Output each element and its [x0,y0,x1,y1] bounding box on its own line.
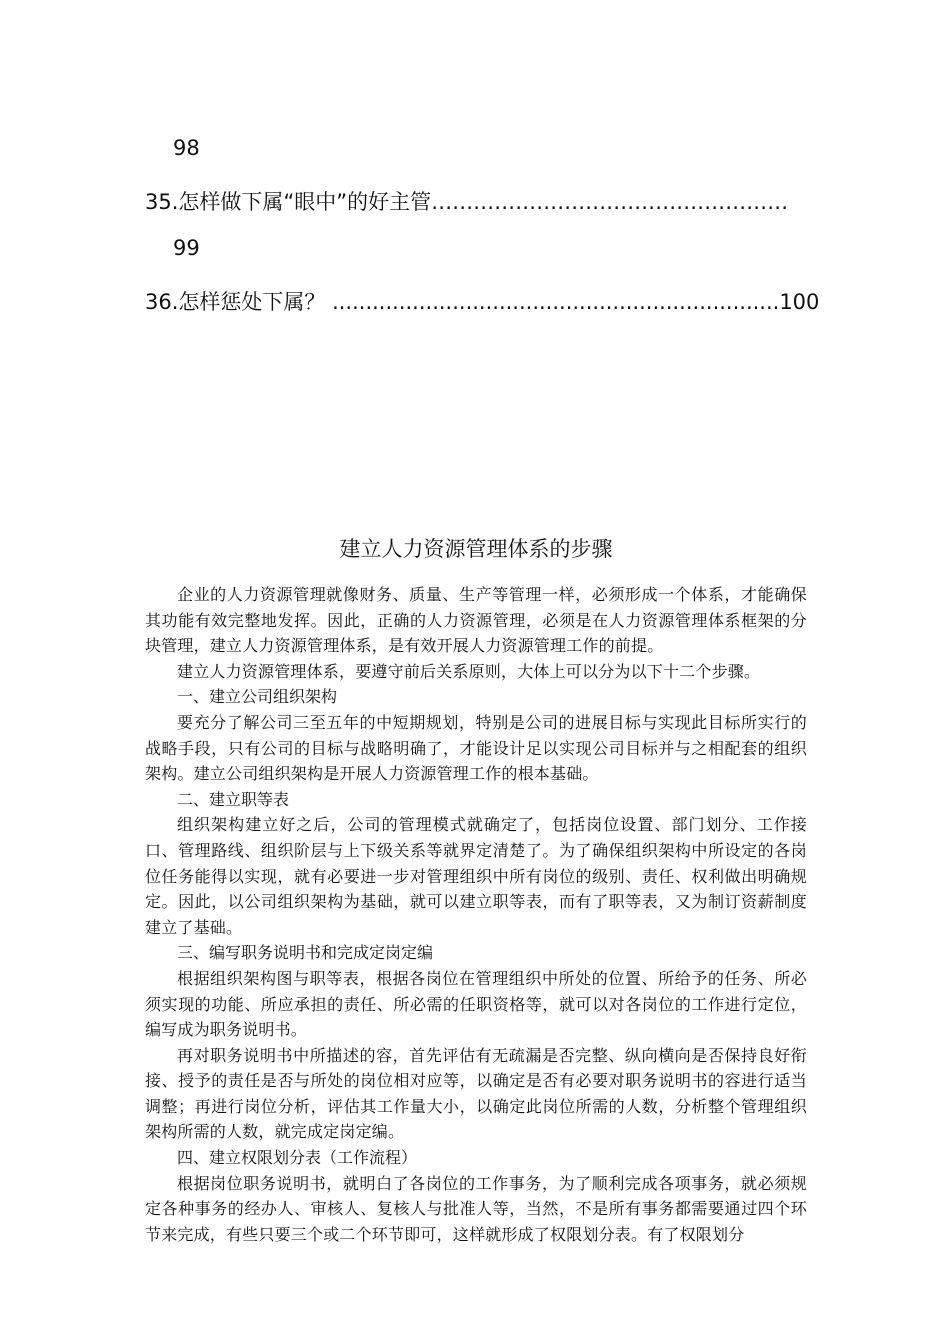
section-heading: 二、建立职等表 [177,789,290,809]
toc-page-number: 99 [173,236,200,260]
paragraph: 企业的人力资源管理就像财务、质量、生产等管理一样，必须形成一个体系，才能确保其功能有效完整地发挥。因此，正确的人力资源管理，必须是在人力资源管理体系框架的分块管理，建立人力资源管理体系，是有效开展人力资源管理工作的前提。 [145,585,807,656]
toc-page-number: 98 [173,136,200,160]
article-title: 建立人力资源管理体系的步骤 [339,537,613,561]
section-heading: 三、编写职务说明书和完成定岗定编 [177,943,434,963]
paragraph: 要充分了解公司三至五年的中短期规划，特别是公司的进展目标与实现此目标所实行的战略手段，只有公司的目标与战略明确了，才能设计足以实现公司目标并与之相配套的组织架构。建立公司组织架构是开展人力资源管理工作的根本基础。 [145,712,807,784]
paragraph: 组织架构建立好之后，公司的管理模式就确定了，包括岗位设置、部门划分、工作接口、管理路线、组织阶层与上下级关系等就界定清楚了。为了确保组织架构中所设定的各岗位任务能得以实现，就有必要进一步对管理组织中所有岗位的级别、责任、权利做出明确规定。因此，以公司组织架构为基础，就可以建立职等表，而有了职等表，又为制订资薪制度建立了基础。 [145,815,807,937]
paragraph: 建立人力资源管理体系，要遵守前后关系原则，大体上可以分为以下十二个步骤。 [177,661,761,681]
paragraph: 再对职务说明书中所描述的容，首先评估有无疏漏是否完整、纵向横向是否保持良好衔接、授予的责任是否与所处的岗位相对应等，以确定是否有必要对职务说明书的容进行适当调整；再进行岗位分析，评估其工作量大小，以确定此岗位所需的人数，分析整个管理组织架构所需的人数，就完成定岗定编。 [145,1045,807,1142]
paragraph: 根据组织架构图与职等表，根据各岗位在管理组织中所处的位置、所给予的任务、所必须实现的功能、所应承担的责任、所必需的任职资格等，就可以对各岗位的工作进行定位，编写成为职务说明书。 [145,968,807,1040]
section-heading: 一、建立公司组织架构 [177,687,338,707]
article [145,532,807,1247]
paragraph: 根据岗位职务说明书，就明白了各岗位的工作事务，为了顺利完成各项事务，就必须规定各种事务的经办人、审核人、复核人与批准人等，当然，不是所有事务都需要通过四个环节来完成，有些只要三个或二个环节即可，这样就形成了权限划分表。有了权限划分 [145,1173,807,1244]
toc-entry-35[interactable]: 35.怎样做下属“眼中”的好主管…………………………………………… [145,190,789,214]
section-heading: 四、建立权限划分表（工作流程） [177,1148,418,1168]
toc-entry-36[interactable]: 36.怎样惩处下属？ ...................................................................100 [145,290,820,314]
